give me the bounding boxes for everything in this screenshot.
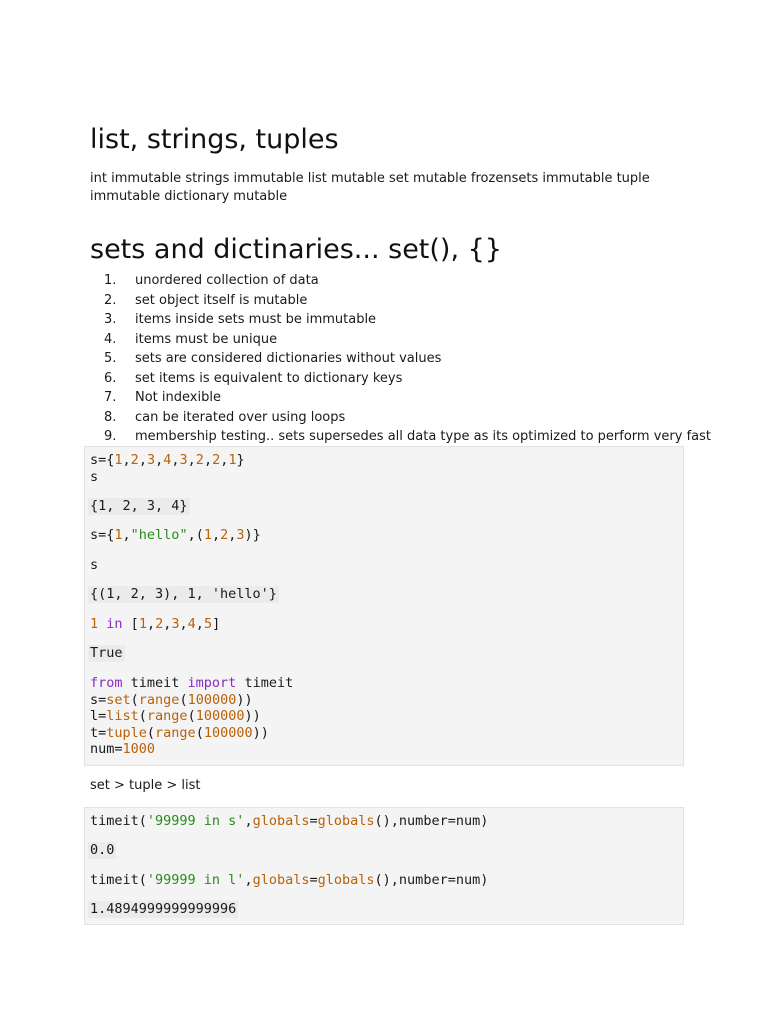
code-cell[interactable]: s={1,2,3,4,3,2,2,1} bbox=[90, 452, 245, 468]
list-item: 6. set items is equivalent to dictionary keys bbox=[104, 370, 403, 386]
list-item: 8. can be iterated over using loops bbox=[104, 409, 346, 425]
code-cell[interactable]: from timeit import timeit bbox=[90, 675, 294, 691]
heading-list-strings-tuples: list, strings, tuples bbox=[90, 124, 339, 155]
list-item: 4. items must be unique bbox=[104, 331, 278, 347]
code-cell[interactable]: timeit('99999 in s',globals=globals(),number=num) bbox=[90, 813, 489, 829]
cell-output: {(1, 2, 3), 1, 'hello'} bbox=[90, 586, 277, 602]
code-cell[interactable]: s={1,"hello",(1,2,3)} bbox=[90, 527, 261, 543]
speed-comparison-note: set > tuple > list bbox=[90, 778, 201, 793]
code-cell[interactable]: timeit('99999 in l',globals=globals(),number=num) bbox=[90, 872, 489, 888]
cell-output: {1, 2, 3, 4} bbox=[90, 498, 188, 514]
mutability-paragraph: int immutable strings immutable list mutable set mutable frozensets immutable tuple immutable dictionary mutable bbox=[90, 171, 650, 204]
code-cell[interactable]: t=tuple(range(100000)) bbox=[90, 725, 269, 741]
cell-output: True bbox=[90, 645, 123, 661]
code-cell[interactable]: 1 in [1,2,3,4,5] bbox=[90, 616, 221, 632]
list-item: 1. unordered collection of data bbox=[104, 273, 319, 288]
list-item: 2. set object itself is mutable bbox=[104, 292, 308, 308]
heading-sets-dictionaries: sets and dictinaries... set(), {} bbox=[90, 234, 502, 265]
code-cell[interactable]: s=set(range(100000)) bbox=[90, 692, 253, 708]
set-properties-list bbox=[90, 271, 711, 447]
list-item: 7. Not indexible bbox=[104, 390, 221, 405]
code-cell[interactable]: s bbox=[90, 557, 99, 573]
code-cell[interactable]: s bbox=[90, 469, 99, 485]
list-item: 9. membership testing.. sets supersedes all data type as its optimized to perform very fast bbox=[104, 429, 711, 444]
list-item: 5. sets are considered dictionaries without values bbox=[104, 351, 442, 366]
list-item: 3. items inside sets must be immutable bbox=[104, 312, 377, 327]
cell-output: 0.0 bbox=[90, 842, 115, 858]
code-cell[interactable]: num=1000 bbox=[90, 741, 156, 757]
code-cell[interactable]: l=list(range(100000)) bbox=[90, 708, 261, 724]
cell-output: 1.4894999999999996 bbox=[90, 901, 237, 917]
